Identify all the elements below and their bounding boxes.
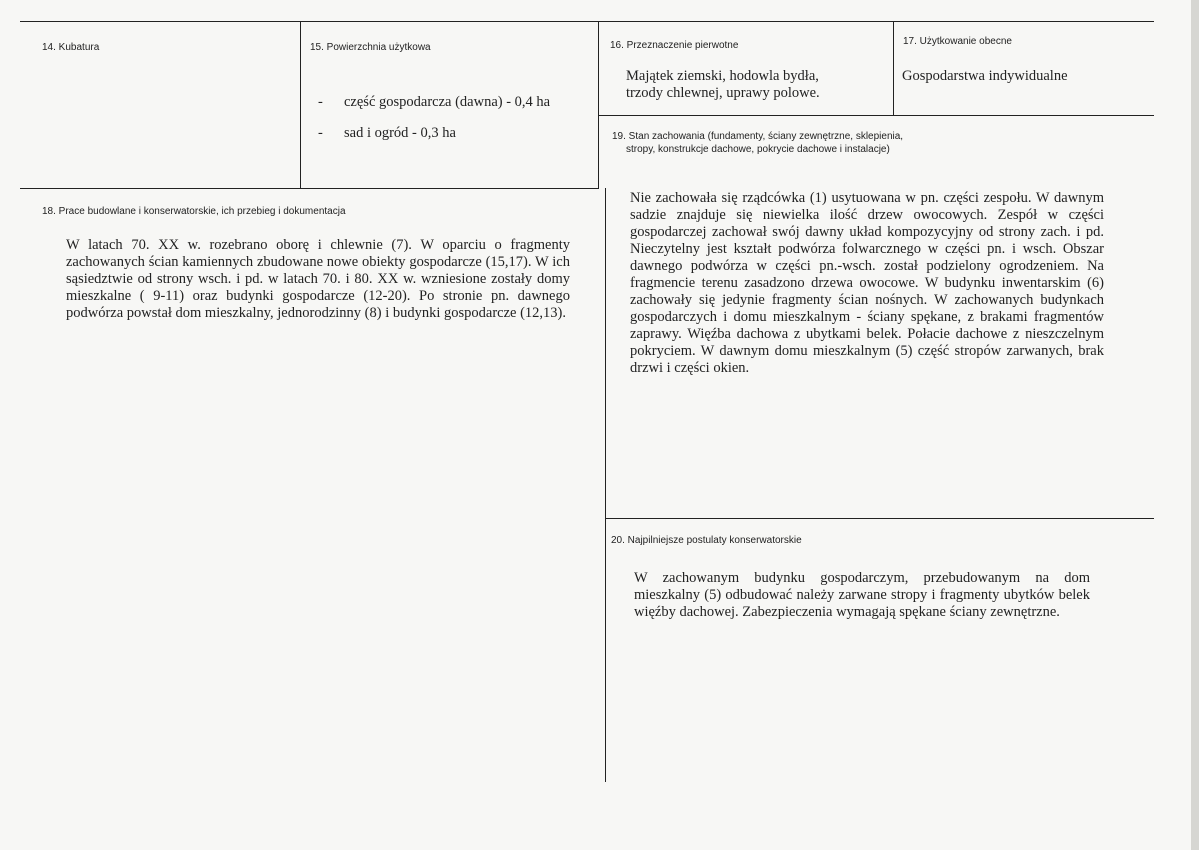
divider-15-16 <box>598 21 599 189</box>
field-14-label: 14. Kubatura <box>42 42 100 53</box>
rule-left-mid <box>20 188 598 189</box>
scan-edge-shadow <box>1191 0 1199 850</box>
field-20-label: 20. Najpilniejsze postulaty konserwatorskie <box>611 535 802 546</box>
rule-19-20 <box>605 518 1154 519</box>
top-rule <box>20 21 1154 22</box>
rule-16-19 <box>598 115 1154 116</box>
field-18-label: 18. Prace budowlane i konserwatorskie, ich przebieg i dokumentacja <box>42 206 346 217</box>
divider-14-15 <box>300 21 301 189</box>
field-19-label-line-2: stropy, konstrukcje dachowe, pokrycie dachowe i instalacje) <box>626 144 890 155</box>
list-item-text: część gospodarcza (dawna) - 0,4 ha <box>344 94 551 110</box>
field-17-text: Gospodarstwa indywidualne <box>902 68 1068 84</box>
list-dash: - <box>318 125 323 141</box>
field-15-label: 15. Powierzchnia użytkowa <box>310 42 431 53</box>
list-dash: - <box>318 94 323 110</box>
field-16-text: Majątek ziemski, hodowla bydła, trzody chlewnej, uprawy polowe. <box>626 68 820 101</box>
field-18-text: W latach 70. XX w. rozebrano oborę i chlewnie (7). W oparciu o fragmenty zachowanych ścian kamiennych zbudowane nowe obiekty gospodarcze (15,17). W ich sąsiedztwie od strony wsch. i pd. w latach 70. i 80. XX w. wzniesione zostały domy mieszkalne ( 9-11) oraz budynki gospodarcze (12-20). Po stronie pn. dawnego podwórza powstał dom mieszkalny, jednorodzinny (8) i budynki gospodarcze (12,13). <box>66 237 570 321</box>
list-item-text: sad i ogród - 0,3 ha <box>344 125 456 141</box>
divider-lower-center <box>605 188 606 782</box>
field-16-label: 16. Przeznaczenie pierwotne <box>610 40 739 51</box>
list-item <box>318 94 588 111</box>
list-item <box>318 125 588 142</box>
field-19-label-line-1: 19. Stan zachowania (fundamenty, ściany zewnętrzne, sklepienia, <box>612 131 904 142</box>
field-19-text: Nie zachowała się rządcówka (1) usytuowana w pn. części zespołu. W dawnym sadzie znajduje się niewielka ilość drzew owocowych. Zespół w części gospodarczej zachował swój dawny układ kompozycyjny od strony zach. i pd. Nieczytelny jest kształt podwórza folwarcznego w części pn. i wsch. Obszar dawnego podwórza w części pn.-wsch. został podzielony ogrodzeniem. Na fragmencie terenu zasadzono drzewa owocowe. W budynku inwentarskim (6) zachowały się jedynie fragmenty ścian nośnych. W zachowanych budynkach gospodarczych i domu mieszkalnym - ściany spękane, z brakami fragmentów zaprawy. Więźba dachowa z ubytkami belek. Połacie dachowe z nieszczelnym pokryciem. W dawnym domu mieszkalnym (5) część stropów zarwanych, brak drzwi i części okien. <box>630 190 1104 376</box>
divider-16-17 <box>893 21 894 116</box>
field-17-label: 17. Użytkowanie obecne <box>903 36 1012 47</box>
field-20-text: W zachowanym budynku gospodarczym, przebudowanym na dom mieszkalny (5) odbudować należy zarwane stropy i fragmenty ubytków belek więźby dachowej. Zabezpieczenia wymagają spękane ściany zewnętrzne. <box>634 570 1090 620</box>
field-15-list <box>318 94 588 156</box>
